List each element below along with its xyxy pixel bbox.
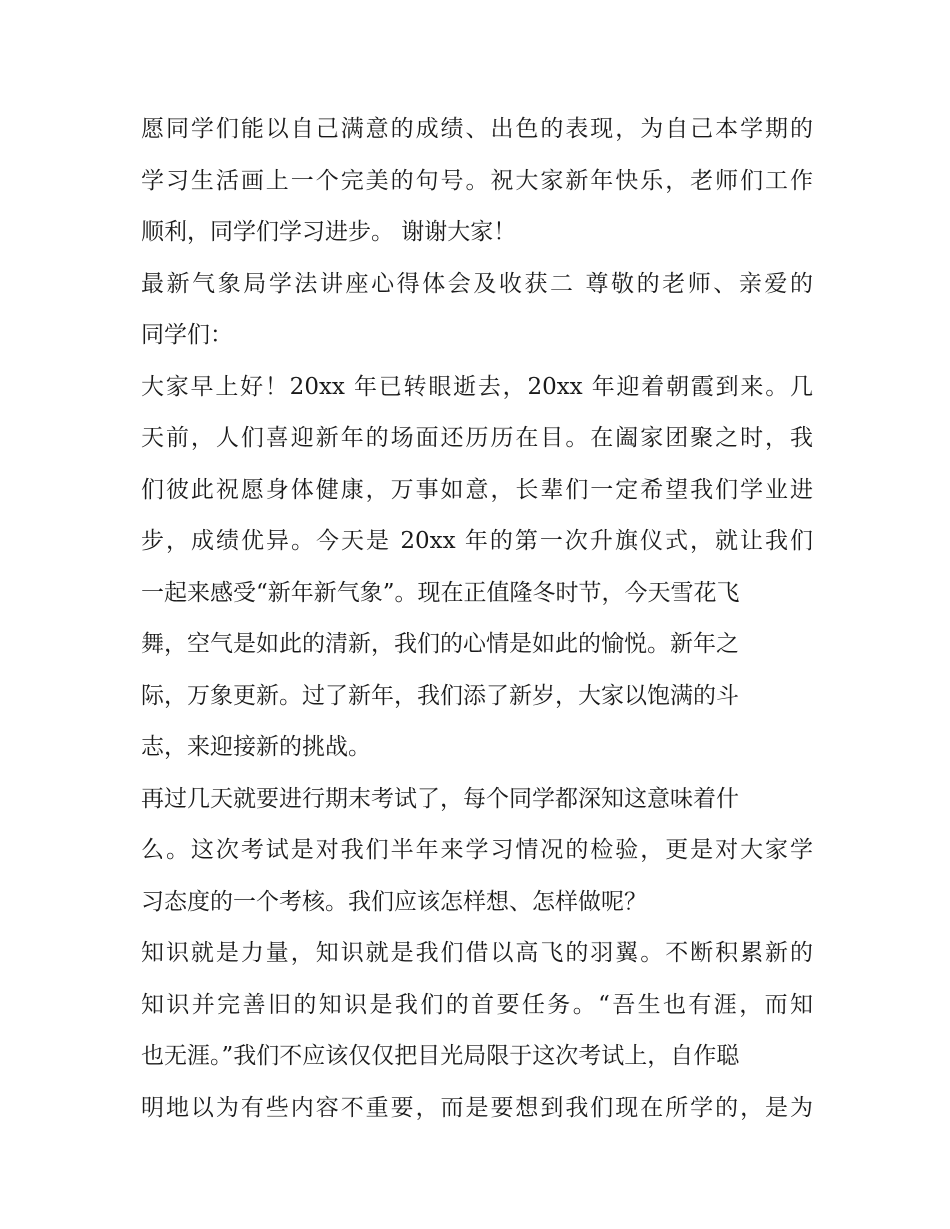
text-line: 么。这次考试是对我们半年来学习情况的检验，更是对大家学 bbox=[141, 837, 813, 863]
text-line: 大家早上好！20xx 年已转眼逝去，20xx 年迎着朝霞到来。几 bbox=[141, 373, 813, 400]
text-line: 知识并完善旧的知识是我们的首要任务。“吾生也有涯，而知 bbox=[141, 991, 813, 1018]
text-line: 志，来迎接新的挑战。 bbox=[141, 734, 371, 760]
text-line: 们彼此祝愿身体健康，万事如意，长辈们一定希望我们学业进 bbox=[141, 476, 813, 503]
text-line: 愿同学们能以自己满意的成绩、出色的表现，为自己本学期的 bbox=[141, 116, 813, 142]
text-line: 一起来感受“新年新气象”。现在正值隆冬时节，今天雪花飞 bbox=[141, 579, 740, 606]
text-line: 明地以为有些内容不重要，而是要想到我们现在所学的，是为 bbox=[141, 1094, 813, 1121]
text-line: 知识就是力量，知识就是我们借以高飞的羽翼。不断积累新的 bbox=[141, 940, 813, 966]
text-line: 天前，人们喜迎新年的场面还历历在目。在阖家团聚之时，我 bbox=[141, 425, 813, 451]
text-line: 也无涯。”我们不应该仅仅把目光局限于这次考试上，自作聪 bbox=[141, 1043, 740, 1069]
text-line: 习态度的一个考核。我们应该怎样想、怎样做呢？ bbox=[141, 888, 647, 915]
text-line: 步，成绩优异。今天是 20xx 年的第一次升旗仪式，就让我们 bbox=[141, 528, 813, 554]
text-line: 最新气象局学法讲座心得体会及收获二 尊敬的老师、亲爱的 bbox=[141, 270, 813, 297]
text-line: 际，万象更新。过了新年，我们添了新岁，大家以饱满的斗 bbox=[141, 682, 739, 709]
text-line: 舞，空气是如此的清新，我们的心情是如此的愉悦。新年之 bbox=[141, 631, 739, 657]
text-line: 再过几天就要进行期末考试了，每个同学都深知这意味着什 bbox=[141, 785, 739, 812]
document-body bbox=[141, 104, 813, 1134]
text-line: 同学们： bbox=[141, 322, 233, 348]
text-line: 顺利，同学们学习进步。 谢谢大家！ bbox=[141, 219, 517, 245]
text-line: 学习生活画上一个完美的句号。祝大家新年快乐，老师们工作 bbox=[141, 167, 813, 194]
